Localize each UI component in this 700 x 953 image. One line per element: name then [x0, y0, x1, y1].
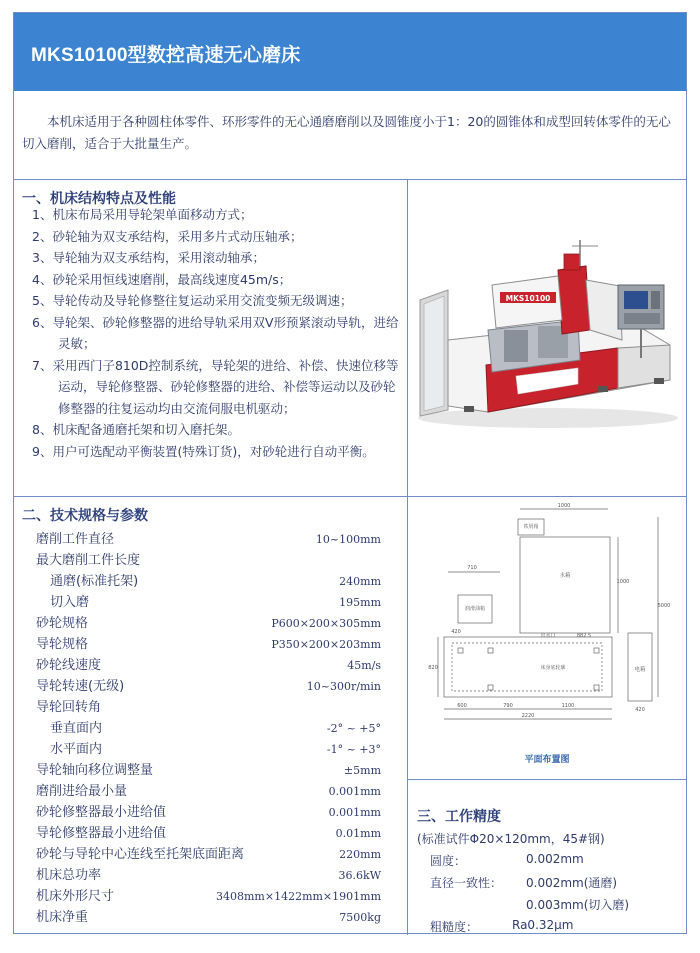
spec-value: 10~100mm: [315, 533, 381, 546]
dim-label: 882.5: [576, 633, 592, 639]
roughness-label: 粗糙度：: [430, 920, 479, 934]
spec-row: [36, 550, 381, 571]
bed-base-label: 床身底轮廓: [540, 665, 566, 671]
spec-row: [36, 802, 381, 823]
spec-label: 砂轮规格: [36, 616, 89, 631]
spec-row: [36, 823, 381, 844]
spec-row: [36, 760, 381, 781]
dim-label: 820: [428, 665, 438, 671]
spec-row: [36, 718, 381, 739]
feature-item: 9、用户可选配动平衡装置(特殊订货)，对砂轮进行自动平衡。: [32, 443, 375, 459]
spec-row: [36, 571, 381, 592]
spec-row: [36, 592, 381, 613]
consistency-value-through: 0.002mm(通磨): [526, 876, 618, 890]
intro-section: [14, 91, 686, 180]
spec-label: 机床总功率: [36, 868, 102, 883]
feature-item: 7、采用西门子810D控制系统，导轮架的进给、补偿、快速位移等运动，导轮修整器、砂轮修整器的进给、补偿等运动以及砂轮修整器的往复运动均由交流伺服电机驱动；: [32, 357, 399, 416]
layout-plan-caption: 平面布置图: [524, 755, 570, 765]
specs-row: [14, 497, 686, 935]
spec-row: [36, 529, 381, 550]
spec-value: 10~300r/min: [306, 680, 381, 693]
chip-box-label: 铁屑箱: [523, 524, 539, 530]
spec-label: 导轮转速(无级): [36, 679, 125, 694]
dim-label: 5000: [657, 603, 671, 609]
feature-item: 5、导轮传动及导轮修整往复运动采用交流变频无级调速；: [32, 293, 353, 308]
spec-row: [36, 781, 381, 802]
feature-item: 4、砂轮采用恒线速磨削，最高线速度45m/s；: [32, 271, 292, 287]
feature-item: 3、导轮轴为双支承结构，采用滚动轴承；: [32, 250, 265, 265]
spec-value: P600×200×305mm: [271, 617, 381, 630]
spec-value: 0.01mm: [335, 827, 381, 840]
precision-note: (标准试件Φ20×120mm，45#钢): [417, 832, 605, 846]
dim-label: 2220: [521, 713, 535, 719]
header-bar: [14, 13, 686, 91]
spec-label: 磨削进给最小量: [36, 784, 128, 799]
specs-table: [36, 529, 381, 928]
spec-label: 砂轮线速度: [36, 658, 102, 673]
specs-title: 二、技术规格与参数: [22, 508, 148, 524]
dim-label: 1000: [616, 579, 630, 585]
layout-plan-diagram: [408, 497, 686, 747]
spec-label: 切入磨: [50, 595, 90, 610]
water-tank-label: 水箱: [559, 573, 571, 579]
page-title: MKS10100型数控高速无心磨床: [31, 45, 301, 66]
spec-label: 砂轮与导轮中心连线至托架底面距离: [36, 847, 245, 862]
spec-row: [36, 676, 381, 697]
spec-label: 垂直面内: [50, 721, 103, 736]
features-title: 一、机床结构特点及性能: [22, 191, 176, 207]
spec-row: [36, 844, 381, 865]
spec-value: 240mm: [339, 575, 381, 588]
spec-row: [36, 865, 381, 886]
spec-label: 通磨(标准托架): [50, 574, 139, 589]
dim-label: 600: [457, 703, 467, 709]
dim-label: 710: [467, 565, 477, 571]
spec-label: 机床净重: [36, 910, 89, 925]
spec-label: 砂轮修整器最小进给值: [36, 805, 167, 820]
consistency-value-plunge: 0.003mm(切入磨): [526, 898, 630, 912]
feature-item: 2、砂轮轴为双支承结构，采用多片式动压轴承；: [32, 228, 303, 244]
features-cell: [14, 180, 408, 497]
features-list: [32, 204, 404, 462]
spec-row: [36, 697, 381, 718]
spec-label: 导轮规格: [36, 637, 89, 652]
feature-item: 1、机床布局采用导轮架单面移动方式；: [32, 207, 253, 222]
machine-photo: [408, 180, 686, 497]
spec-label: 最大磨削工件长度: [36, 553, 141, 568]
spec-label: 导轮修整器最小进给值: [36, 826, 167, 841]
roundness-label: 圆度：: [430, 854, 467, 868]
precision-cell: [408, 780, 686, 935]
spec-value: -1° ~ +3°: [326, 743, 381, 756]
feature-item: 6、导轮架、砂轮修整器的进给导轨采用双V形预紧滚动导轨，进给灵敏；: [32, 314, 399, 351]
dim-label: 420: [635, 707, 645, 713]
spec-row: [36, 739, 381, 760]
spec-value: 0.001mm: [328, 806, 381, 819]
cabinet-label: 电箱: [634, 667, 646, 673]
spec-row: [36, 886, 381, 907]
machine-model-label: MKS10100: [505, 294, 551, 303]
dim-label: 790: [503, 703, 513, 709]
spec-value: 36.6kW: [338, 869, 381, 882]
spec-value: 3408mm×1422mm×1901mm: [216, 890, 381, 903]
consistency-label: 直径一致性：: [430, 876, 503, 890]
roughness-value: Ra0.32μm: [512, 918, 574, 932]
spec-row: [36, 613, 381, 634]
spec-value: 7500kg: [339, 911, 381, 924]
spec-label: 磨削工件直径: [36, 532, 115, 547]
spec-value: ±5mm: [343, 764, 381, 777]
spec-value: 195mm: [339, 596, 381, 609]
layout-plan-cell: [408, 497, 686, 780]
spec-label: 机床外形尺寸: [36, 889, 115, 904]
right-column: [408, 497, 686, 935]
spec-label: 水平面内: [50, 742, 103, 757]
spec-label: 导轮回转角: [36, 700, 102, 715]
dim-label: 1100: [561, 703, 575, 709]
spec-sheet: [13, 12, 687, 934]
feature-item: 8、机床配备通磨托架和切入磨托架。: [32, 422, 240, 437]
spec-value: 0.001mm: [328, 785, 381, 798]
oil-station-label: 润滑油箱: [464, 606, 486, 612]
spec-value: 45m/s: [347, 659, 381, 672]
spec-label: 导轮轴向移位调整量: [36, 763, 154, 778]
intro-text: 本机床适用于各种圆柱体零件、环形零件的无心通磨磨削以及圆锥度小于1：20的圆锥体和成型回转体零件的无心切入磨削，适合于大批量生产。: [22, 114, 671, 151]
dim-label: 420: [451, 629, 461, 635]
specs-cell: [14, 497, 408, 935]
spec-row: [36, 655, 381, 676]
features-row: [14, 180, 686, 497]
roundness-value: 0.002mm: [526, 852, 584, 866]
spec-row: [36, 634, 381, 655]
machine-photo-cell: [408, 180, 686, 497]
precision-title: 三、工作精度: [417, 809, 501, 825]
spec-value: 220mm: [339, 848, 381, 861]
spec-value: -2° ~ +5°: [326, 722, 381, 735]
spec-row: [36, 907, 381, 928]
outlet-label: 出水口: [540, 633, 556, 639]
dim-label: 1000: [557, 503, 571, 509]
spec-value: P350×200×203mm: [271, 638, 381, 651]
